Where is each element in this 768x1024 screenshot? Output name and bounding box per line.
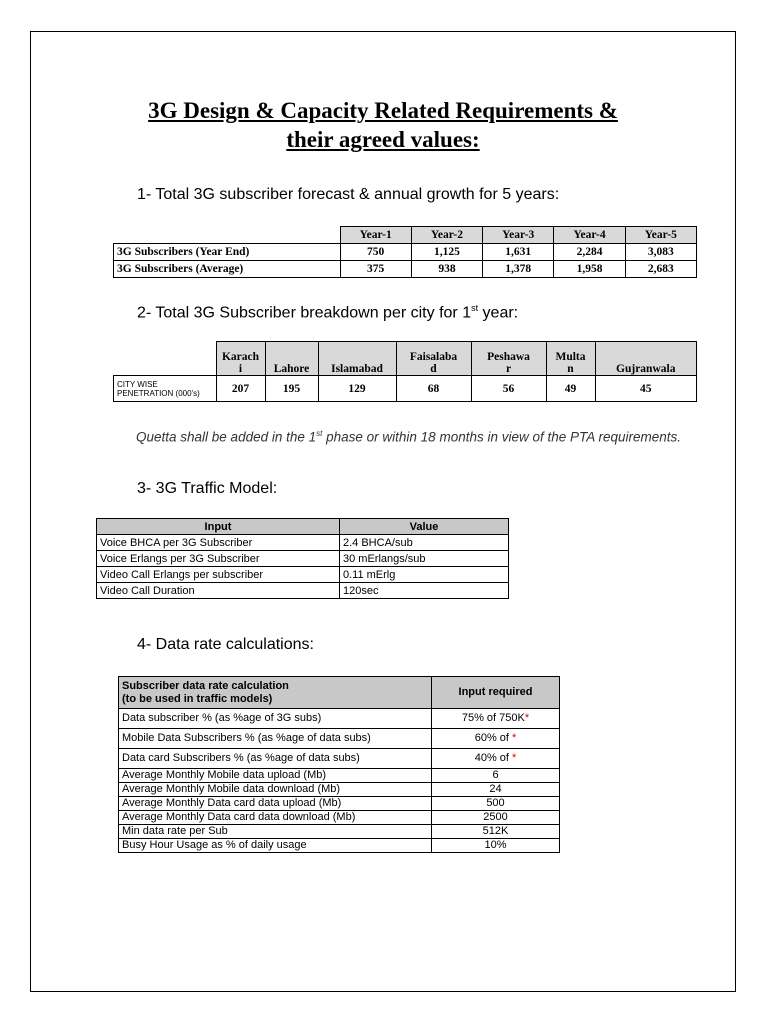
section2-heading-sup: st [471, 303, 479, 313]
value-text: 60% of [474, 732, 513, 744]
city-header [595, 342, 697, 376]
quetta-note [136, 425, 696, 446]
value-text: 75% of 750K [461, 712, 525, 724]
cell-value: 1,631 [483, 244, 554, 261]
table-row [97, 551, 509, 567]
table-row [119, 839, 560, 853]
col-header-input: Input [97, 519, 340, 535]
cell-value: 938 [411, 261, 482, 278]
value-cell: 2.4 BHCA/sub [340, 535, 509, 551]
city-name-part: Gujranwala [616, 363, 676, 375]
subscriber-forecast-table [113, 226, 697, 278]
traffic-header-row [97, 519, 509, 535]
cell-value: 375 [340, 261, 411, 278]
row-label: Average Monthly Mobile data download (Mb) [119, 783, 432, 797]
city-header [216, 342, 265, 376]
cell-value: 56 [471, 376, 546, 402]
page-title-line2: their agreed values: [286, 127, 480, 152]
city-name-part: Multa [555, 351, 586, 363]
cell-value: 1,378 [483, 261, 554, 278]
city-header [318, 342, 396, 376]
section1-heading: 1- Total 3G subscriber forecast & annual growth for 5 years: [137, 186, 560, 203]
col-header-value: Value [340, 519, 509, 535]
table-row [119, 783, 560, 797]
table-row [97, 567, 509, 583]
input-cell: Voice BHCA per 3G Subscriber [97, 535, 340, 551]
row-label: Average Monthly Data card data upload (Mb) [119, 797, 432, 811]
row-label-part: CITY WISE [117, 379, 158, 389]
note-pre: Quetta shall be added in the 1 [136, 429, 317, 445]
year-header: Year-5 [625, 227, 696, 244]
row-label: 3G Subscribers (Average) [114, 261, 341, 278]
penetration-row [114, 376, 697, 402]
table-row [119, 749, 560, 769]
city-header-row [114, 342, 697, 376]
row-label: Mobile Data Subscribers % (as %age of data subs) [119, 729, 432, 749]
cell-value: 2500 [432, 811, 560, 825]
input-cell: Video Call Duration [97, 583, 340, 599]
cell-value: 1,958 [554, 261, 625, 278]
section2-heading-pre: 2- Total 3G Subscriber breakdown per city for 1 [137, 304, 472, 322]
traffic-model-table [96, 518, 509, 599]
city-name-part: i [238, 363, 243, 375]
red-asterisk: * [524, 712, 530, 724]
value-text: 40% of [474, 752, 513, 764]
year-header: Year-1 [340, 227, 411, 244]
value-cell: 120sec [340, 583, 509, 599]
input-cell: Voice Erlangs per 3G Subscriber [97, 551, 340, 567]
year-header: Year-3 [483, 227, 554, 244]
header-line: (to be used in traffic models) [122, 692, 273, 705]
blank-cell [114, 227, 341, 244]
cell-value: 195 [265, 376, 318, 402]
input-cell: Video Call Erlangs per subscriber [97, 567, 340, 583]
note-sup: st [316, 429, 323, 438]
table-row [114, 244, 697, 261]
table-row [119, 797, 560, 811]
city-name-part: Islamabad [331, 363, 383, 375]
cell-value: 6 [432, 769, 560, 783]
table-row [114, 261, 697, 278]
red-asterisk: * [512, 732, 517, 744]
city-header [396, 342, 471, 376]
value-cell: 0.11 mErlg [340, 567, 509, 583]
table-row [97, 583, 509, 599]
row-label: 3G Subscribers (Year End) [114, 244, 341, 261]
cell-value [432, 709, 560, 729]
table-row [119, 709, 560, 729]
input-required-header: Input required [432, 677, 560, 709]
cell-value: 2,683 [625, 261, 696, 278]
section3-heading: 3- 3G Traffic Model: [137, 480, 278, 497]
row-label: Min data rate per Sub [119, 825, 432, 839]
row-label: Data card Subscribers % (as %age of data subs) [119, 749, 432, 769]
city-breakdown-table [113, 341, 697, 402]
table-row [97, 535, 509, 551]
row-label: Busy Hour Usage as % of daily usage [119, 839, 432, 853]
table-row [119, 811, 560, 825]
red-asterisk: * [512, 752, 517, 764]
cell-value: 3,083 [625, 244, 696, 261]
city-header [471, 342, 546, 376]
cell-value: 45 [595, 376, 697, 402]
section2-heading-post: year: [478, 304, 519, 322]
city-name-part: d [430, 363, 437, 375]
cell-value: 68 [396, 376, 471, 402]
year-header: Year-2 [411, 227, 482, 244]
city-name-part: Peshawa [487, 351, 530, 363]
city-name-part: Faisalaba [409, 351, 458, 363]
year-header: Year-4 [554, 227, 625, 244]
city-name-part: r [505, 363, 512, 375]
value-cell: 30 mErlangs/sub [340, 551, 509, 567]
section2-heading [137, 303, 518, 322]
cell-value: 10% [432, 839, 560, 853]
table-row [119, 729, 560, 749]
row-label: Average Monthly Mobile data upload (Mb) [119, 769, 432, 783]
table-row [119, 825, 560, 839]
table-row [119, 769, 560, 783]
row-label-part: PENETRATION (000's) [117, 388, 200, 398]
year-header-row [114, 227, 697, 244]
cell-value [432, 729, 560, 749]
header-line: Subscriber data rate calculation [122, 679, 289, 692]
cell-value: 207 [216, 376, 265, 402]
cell-value: 49 [546, 376, 595, 402]
data-rate-table [118, 676, 560, 853]
row-label: Average Monthly Data card data download (Mb) [119, 811, 432, 825]
row-label [114, 376, 217, 402]
row-label: Data subscriber % (as %age of 3G subs) [119, 709, 432, 729]
city-name-part: n [567, 363, 574, 375]
blank-cell [114, 342, 217, 376]
cell-value [432, 749, 560, 769]
cell-value: 24 [432, 783, 560, 797]
data-rate-header-row [119, 677, 560, 709]
city-header [265, 342, 318, 376]
section4-heading: 4- Data rate calculations: [137, 636, 314, 653]
cell-value: 500 [432, 797, 560, 811]
cell-value: 2,284 [554, 244, 625, 261]
city-header [546, 342, 595, 376]
cell-value: 1,125 [411, 244, 482, 261]
data-rate-header-left [119, 677, 432, 709]
city-name-part: Karach [221, 351, 260, 363]
note-post: phase or within 18 months in view of the PTA requirements. [322, 429, 682, 445]
cell-value: 750 [340, 244, 411, 261]
cell-value: 129 [318, 376, 396, 402]
cell-value: 512K [432, 825, 560, 839]
city-name-part: Lahore [273, 363, 310, 375]
page-title-line1: 3G Design & Capacity Related Requirements & [148, 98, 618, 123]
